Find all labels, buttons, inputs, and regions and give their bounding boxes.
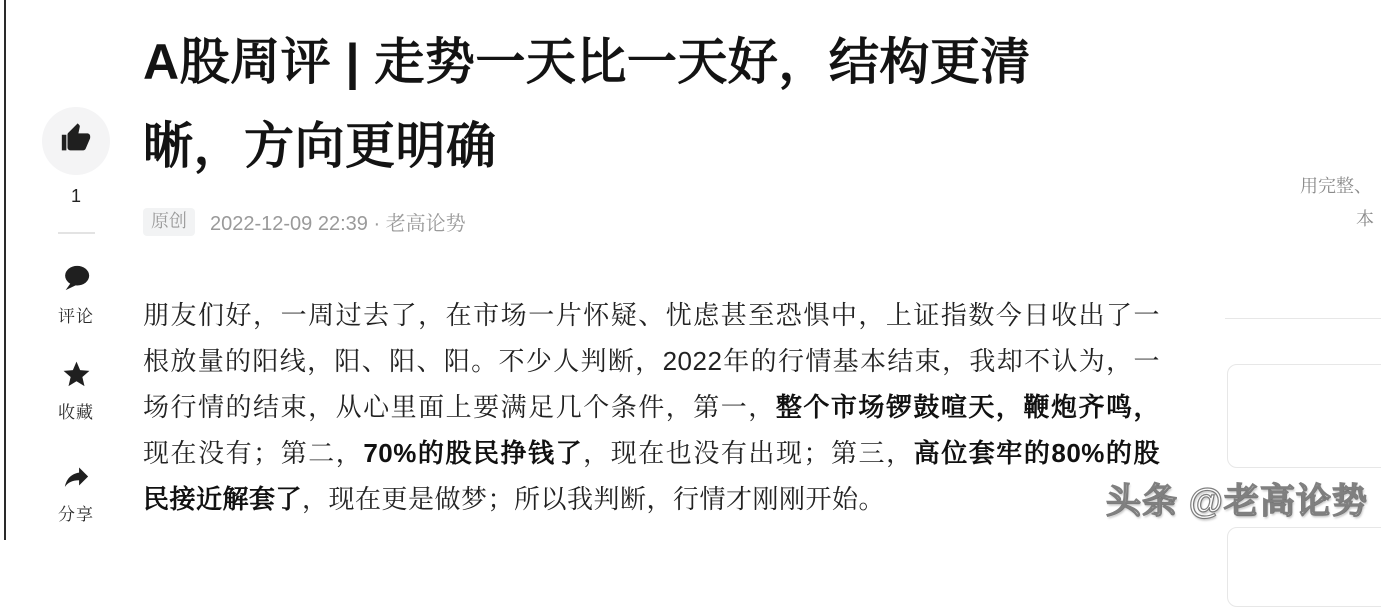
share-label: 分享 — [58, 505, 94, 524]
toutiao-watermark: 头条 @老高论势 — [1106, 482, 1368, 521]
body-line: 民接近解套了，现在更是做梦；所以我判断，行情才刚刚开始。 — [143, 484, 886, 514]
star-icon — [61, 358, 92, 390]
left-edge-line — [4, 0, 6, 540]
sidebar-divider — [1225, 318, 1381, 319]
favorite-label: 收藏 — [58, 403, 94, 422]
original-badge: 原创 — [143, 208, 195, 236]
title-line-1: A股周评 | 走势一天比一天好，结构更清 — [143, 34, 1031, 90]
favorite-button[interactable] — [40, 358, 112, 423]
share-button[interactable] — [40, 460, 112, 525]
thumbs-up-icon — [59, 122, 93, 161]
body-line: 场行情的结束，从心里面上要满足几个条件，第一，整个市场锣鼓喧天，鞭炮齐鸣， — [143, 392, 1160, 422]
article-meta — [143, 207, 466, 236]
comment-button[interactable] — [40, 262, 112, 327]
comment-icon — [61, 262, 92, 294]
sidebar-card-bottom[interactable] — [1227, 527, 1381, 607]
sidebar-text-fragment-2: 本 — [1356, 209, 1374, 229]
like-count: 1 — [70, 186, 81, 206]
body-line: 根放量的阳线，阳、阳、阳。不少人判断，2022年的行情基本结束，我却不认为，一 — [143, 346, 1160, 376]
article-title — [143, 20, 1173, 188]
share-icon — [61, 460, 92, 492]
body-line: 朋友们好，一周过去了，在市场一片怀疑、忧虑甚至恐惧中，上证指数今日收出了一 — [143, 300, 1160, 330]
article-body — [143, 292, 1160, 522]
comment-label: 评论 — [58, 307, 94, 326]
sidebar-text-fragment-1: 用完整、 — [1300, 176, 1372, 196]
like-button[interactable] — [42, 107, 110, 175]
rail-divider — [58, 232, 95, 234]
sidebar-card-top[interactable] — [1227, 364, 1381, 468]
title-line-2: 晰，方向更明确 — [143, 118, 497, 174]
meta-date-author: 2022-12-09 22:39 · 老高论势 — [210, 213, 466, 235]
body-line: 现在没有；第二，70%的股民挣钱了，现在也没有出现；第三，高位套牢的80%的股 — [143, 438, 1160, 468]
